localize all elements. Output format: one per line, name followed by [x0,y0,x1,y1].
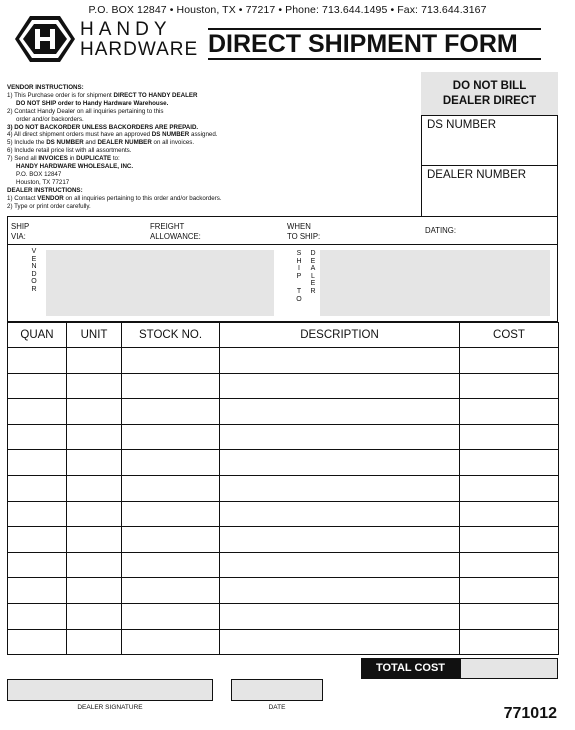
dealer-number-label: DEALER NUMBER [427,169,527,181]
cell-unit[interactable] [67,399,122,425]
vendor-instruction-3: 3) DO NOT BACKORDER UNLESS BACKORDERS ARE PREPAID. [7,123,199,131]
do-not-bill-line-2: DEALER DIRECT [442,95,537,107]
form-number: 771012 [503,705,557,722]
shipping-details-row [7,216,558,245]
dealer-instruction-1: 1) Contact VENDOR on all inquiries pertaining to this order and/or backorders. [7,194,222,202]
cell-quan[interactable] [8,475,67,501]
cell-stock-no[interactable] [122,450,220,476]
contact-line: P.O. BOX 12847 • Houston, TX • 77217 • Phone: 713.644.1495 • Fax: 713.644.3167 [88,4,487,16]
dealer-letter: R [310,287,316,295]
ship-via-label-2: VIA: [11,231,26,241]
cell-description[interactable] [220,373,460,399]
table-row [8,475,559,501]
vendor-letter: D [31,270,37,278]
column-header-quan: QUAN [8,323,67,348]
when-label-2: TO SHIP: [287,231,321,241]
invoice-address-line-1: HANDY HARDWARE WHOLESALE, INC. [16,163,134,171]
table-row [8,603,559,629]
table-row [8,629,559,655]
cell-stock-no[interactable] [122,603,220,629]
ship-via-label-1: SHIP [11,222,30,231]
brand-wordmark [80,19,199,60]
instructions-block [7,84,417,211]
ship-to-letter: I [298,265,300,273]
title-rule-bottom [208,58,541,60]
cell-description[interactable] [220,603,460,629]
freight-allowance-field[interactable] [150,222,201,241]
cell-description[interactable] [220,348,460,374]
ship-to-letter: H [296,257,302,265]
freight-label-1: FREIGHT [150,222,185,231]
dealer-number-field[interactable] [421,165,558,217]
cell-description[interactable] [220,501,460,527]
dealer-letter: E [310,257,316,265]
table-row [8,578,559,604]
cell-unit[interactable] [67,629,122,655]
cell-quan[interactable] [8,501,67,527]
ship-to-dealer-address-field[interactable] [320,250,550,316]
vendor-instruction-2: 2) Contact Handy Dealer on all inquiries pertaining to this [7,107,164,115]
handy-hardware-logo-icon [14,14,76,64]
cell-stock-no[interactable] [122,424,220,450]
invoice-address-line-3: Houston, TX 77217 [16,178,70,186]
do-not-bill-line-1: DO NOT BILL [452,80,527,92]
cell-cost[interactable] [460,373,559,399]
cell-quan[interactable] [8,629,67,655]
cell-unit[interactable] [67,603,122,629]
brand-line-1: HANDY [80,19,172,40]
dealer-letter: E [310,280,316,288]
table-row [8,373,559,399]
vendor-address-field[interactable] [46,250,274,316]
ds-number-field[interactable] [421,115,558,166]
table-row [8,527,559,553]
ship-to-letter: S [296,250,302,257]
cell-quan[interactable] [8,424,67,450]
cell-unit[interactable] [67,578,122,604]
vendor-letter: E [31,255,37,263]
ship-via-field[interactable] [11,222,29,241]
cell-description[interactable] [220,424,460,450]
invoice-address-line-2: P.O. BOX 12847 [16,170,62,178]
ship-to-column [294,250,304,316]
vendor-instruction-1: 1) This Purchase order is for shipment DIRECT TO HANDY DEALER [7,91,198,99]
ship-to-letter: T [296,287,302,295]
dealer-instruction-2: 2) Type or print order carefully. [7,202,91,210]
dating-field[interactable] [425,226,456,236]
cell-description[interactable] [220,450,460,476]
vendor-letter: V [31,248,37,255]
column-header-unit: UNIT [67,323,122,348]
dealer-instructions-heading: DEALER INSTRUCTIONS: [7,186,83,194]
cell-quan[interactable] [8,603,67,629]
dealer-column [308,250,318,316]
form-title: DIRECT SHIPMENT FORM [208,30,518,58]
vendor-instruction-7: 7) Send all INVOICES in DUPLICATE to: [7,155,120,163]
cell-stock-no[interactable] [122,629,220,655]
table-header-row [8,323,559,348]
ship-to-dealer-vertical-label [294,250,318,316]
table-row [8,424,559,450]
cell-quan[interactable] [8,552,67,578]
dealer-signature-field[interactable] [7,679,213,701]
cell-unit[interactable] [67,373,122,399]
cell-description[interactable] [220,399,460,425]
vendor-instructions-heading: VENDOR INSTRUCTIONS: [7,84,84,91]
column-header-description: DESCRIPTION [220,323,460,348]
cell-stock-no[interactable] [122,399,220,425]
when-to-ship-field[interactable] [287,222,320,241]
cell-stock-no[interactable] [122,348,220,374]
cell-cost[interactable] [460,552,559,578]
dealer-letter: L [311,272,315,280]
when-label-1: WHEN [287,222,311,231]
vendor-letter: R [31,285,37,293]
brand-line-2: HARDWARE [80,39,199,60]
table-row [8,552,559,578]
cell-unit[interactable] [67,527,122,553]
cell-description[interactable] [220,475,460,501]
cell-description[interactable] [220,552,460,578]
cell-unit[interactable] [67,348,122,374]
do-not-bill-notice [421,72,558,115]
cell-cost[interactable] [460,450,559,476]
cell-cost[interactable] [460,501,559,527]
cell-stock-no[interactable] [122,552,220,578]
vendor-letter: N [31,263,37,271]
ship-to-letter: P [296,272,302,280]
vendor-letter: O [31,278,37,286]
cell-stock-no[interactable] [122,501,220,527]
ds-number-label: DS NUMBER [427,119,497,131]
table-row [8,450,559,476]
cell-quan[interactable] [8,578,67,604]
table-row [8,399,559,425]
date-field[interactable] [231,679,323,701]
table-body [8,348,559,655]
cell-cost[interactable] [460,578,559,604]
cell-cost[interactable] [460,527,559,553]
date-label: DATE [268,704,286,711]
cell-unit[interactable] [67,501,122,527]
cell-cost[interactable] [460,475,559,501]
ship-to-spacer [294,280,304,288]
column-header-cost: COST [460,323,559,348]
order-items-table [7,322,559,655]
vendor-vertical-label [27,248,41,314]
vendor-instruction-2b: order and/or backorders. [16,115,84,123]
cell-stock-no[interactable] [122,578,220,604]
dealer-letter: A [310,265,316,273]
cell-stock-no[interactable] [122,527,220,553]
cell-unit[interactable] [67,552,122,578]
cell-cost[interactable] [460,348,559,374]
cell-quan[interactable] [8,399,67,425]
vendor-instruction-5: 5) Include the DS NUMBER and DEALER NUMBER on all invoices. [7,139,195,147]
cell-description[interactable] [220,578,460,604]
table-row [8,501,559,527]
cell-quan[interactable] [8,348,67,374]
cell-stock-no[interactable] [122,373,220,399]
dealer-signature-label: DEALER SIGNATURE [77,704,143,711]
cell-cost[interactable] [460,603,559,629]
cell-unit[interactable] [67,450,122,476]
table-row [8,348,559,374]
cell-stock-no[interactable] [122,475,220,501]
vendor-instruction-1b: DO NOT SHIP order to Handy Hardware Warehouse. [16,99,169,107]
total-cost-label: TOTAL COST [361,658,460,679]
cell-cost[interactable] [460,424,559,450]
vendor-instruction-6: 6) Include retail price list with all assortments. [7,147,132,155]
cell-description[interactable] [220,527,460,553]
cell-quan[interactable] [8,450,67,476]
cell-quan[interactable] [8,527,67,553]
vendor-instruction-4: 4) All direct shipment orders must have an approved DS NUMBER assigned. [7,131,218,139]
cell-unit[interactable] [67,424,122,450]
total-cost-field[interactable] [460,658,558,679]
dating-label: DATING: [425,226,457,235]
cell-unit[interactable] [67,475,122,501]
ship-to-letter: O [296,295,302,303]
cell-description[interactable] [220,629,460,655]
cell-cost[interactable] [460,399,559,425]
cell-cost[interactable] [460,629,559,655]
dealer-letter: D [310,250,316,257]
cell-quan[interactable] [8,373,67,399]
freight-label-2: ALLOWANCE: [150,231,201,241]
column-header-stock-no: STOCK NO. [122,323,220,348]
